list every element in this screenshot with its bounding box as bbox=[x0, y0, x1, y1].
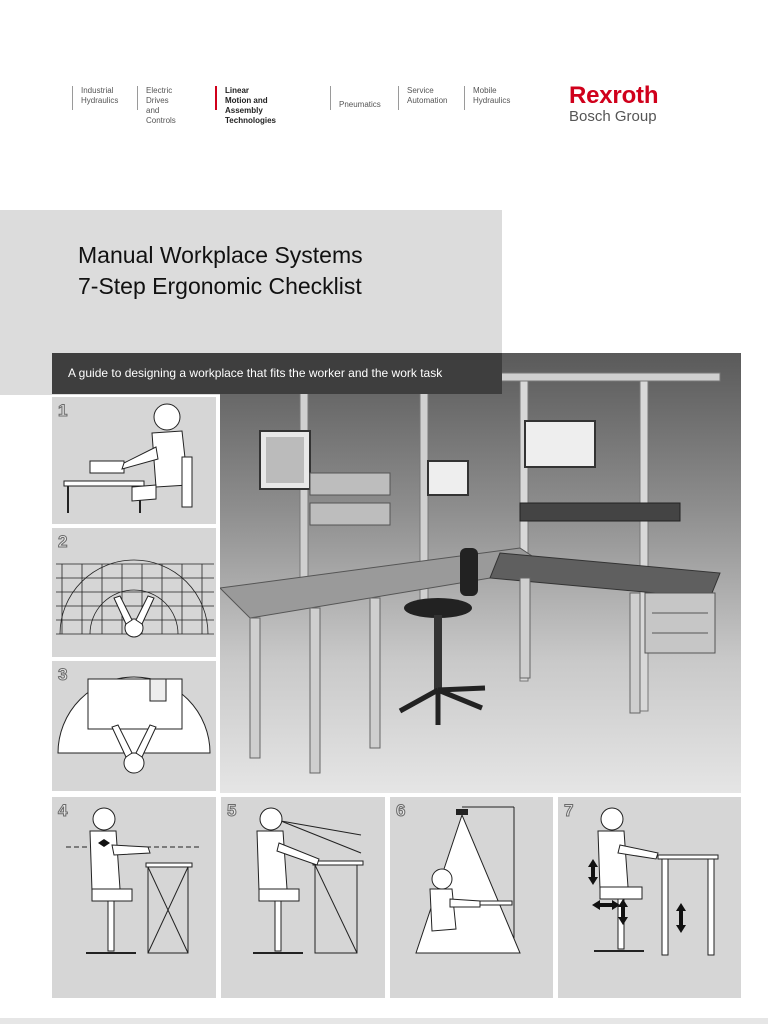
page-title bbox=[78, 240, 363, 302]
nav-line2: and Controls bbox=[146, 106, 176, 125]
step-number: 4 bbox=[58, 801, 68, 820]
step-2-panel bbox=[52, 528, 216, 657]
nav-line1: Mobile bbox=[473, 86, 497, 95]
step-6-illustration bbox=[390, 797, 553, 998]
nav-line1: Industrial bbox=[81, 86, 114, 95]
step-number: 7 bbox=[564, 801, 574, 820]
nav-line2: Hydraulics bbox=[81, 96, 119, 105]
step-4-illustration bbox=[52, 797, 216, 998]
subtitle-bar: A guide to designing a workplace that fits the worker and the work task bbox=[52, 353, 502, 394]
nav-line1: Linear Motion and bbox=[225, 86, 268, 105]
logo-brand: Rexroth bbox=[569, 82, 659, 109]
nav-line2: Automation bbox=[407, 96, 448, 105]
nav-line2: Pneumatics bbox=[339, 100, 381, 109]
title-line2: 7-Step Ergonomic Checklist bbox=[78, 273, 362, 299]
step-5-panel bbox=[221, 797, 385, 998]
nav-service-automation[interactable] bbox=[398, 86, 447, 110]
step-5-illustration bbox=[221, 797, 385, 998]
step-number: 2 bbox=[58, 532, 68, 551]
step-3-illustration bbox=[52, 661, 216, 791]
nav-mobile-hydraulics[interactable] bbox=[464, 86, 510, 110]
step-number: 3 bbox=[58, 665, 68, 684]
nav-line1: Electric Drives bbox=[146, 86, 173, 105]
step-2-illustration bbox=[52, 528, 216, 657]
logo-group: Bosch Group bbox=[569, 108, 657, 125]
step-1-panel bbox=[52, 397, 216, 524]
step-6-panel bbox=[390, 797, 553, 998]
step-1-illustration bbox=[52, 397, 216, 524]
nav-pneumatics[interactable] bbox=[330, 86, 381, 110]
step-number: 5 bbox=[227, 801, 237, 820]
bottom-strip bbox=[0, 1018, 768, 1024]
step-7-panel bbox=[558, 797, 741, 998]
nav-electric-drives[interactable] bbox=[137, 86, 176, 125]
nav-line2: Assembly Technologies bbox=[225, 106, 276, 125]
step-4-panel bbox=[52, 797, 216, 998]
step-number: 6 bbox=[396, 801, 406, 820]
workstation-photo bbox=[220, 353, 741, 793]
rexroth-logo bbox=[569, 84, 658, 125]
nav-line2: Hydraulics bbox=[473, 96, 511, 105]
step-number: 1 bbox=[58, 401, 68, 420]
nav-industrial-hydraulics[interactable] bbox=[72, 86, 118, 110]
step-7-illustration bbox=[558, 797, 741, 998]
nav-line1: Service bbox=[407, 86, 434, 95]
step-3-panel bbox=[52, 661, 216, 791]
nav-linear-motion[interactable] bbox=[215, 86, 276, 125]
title-line1: Manual Workplace Systems bbox=[78, 242, 363, 268]
